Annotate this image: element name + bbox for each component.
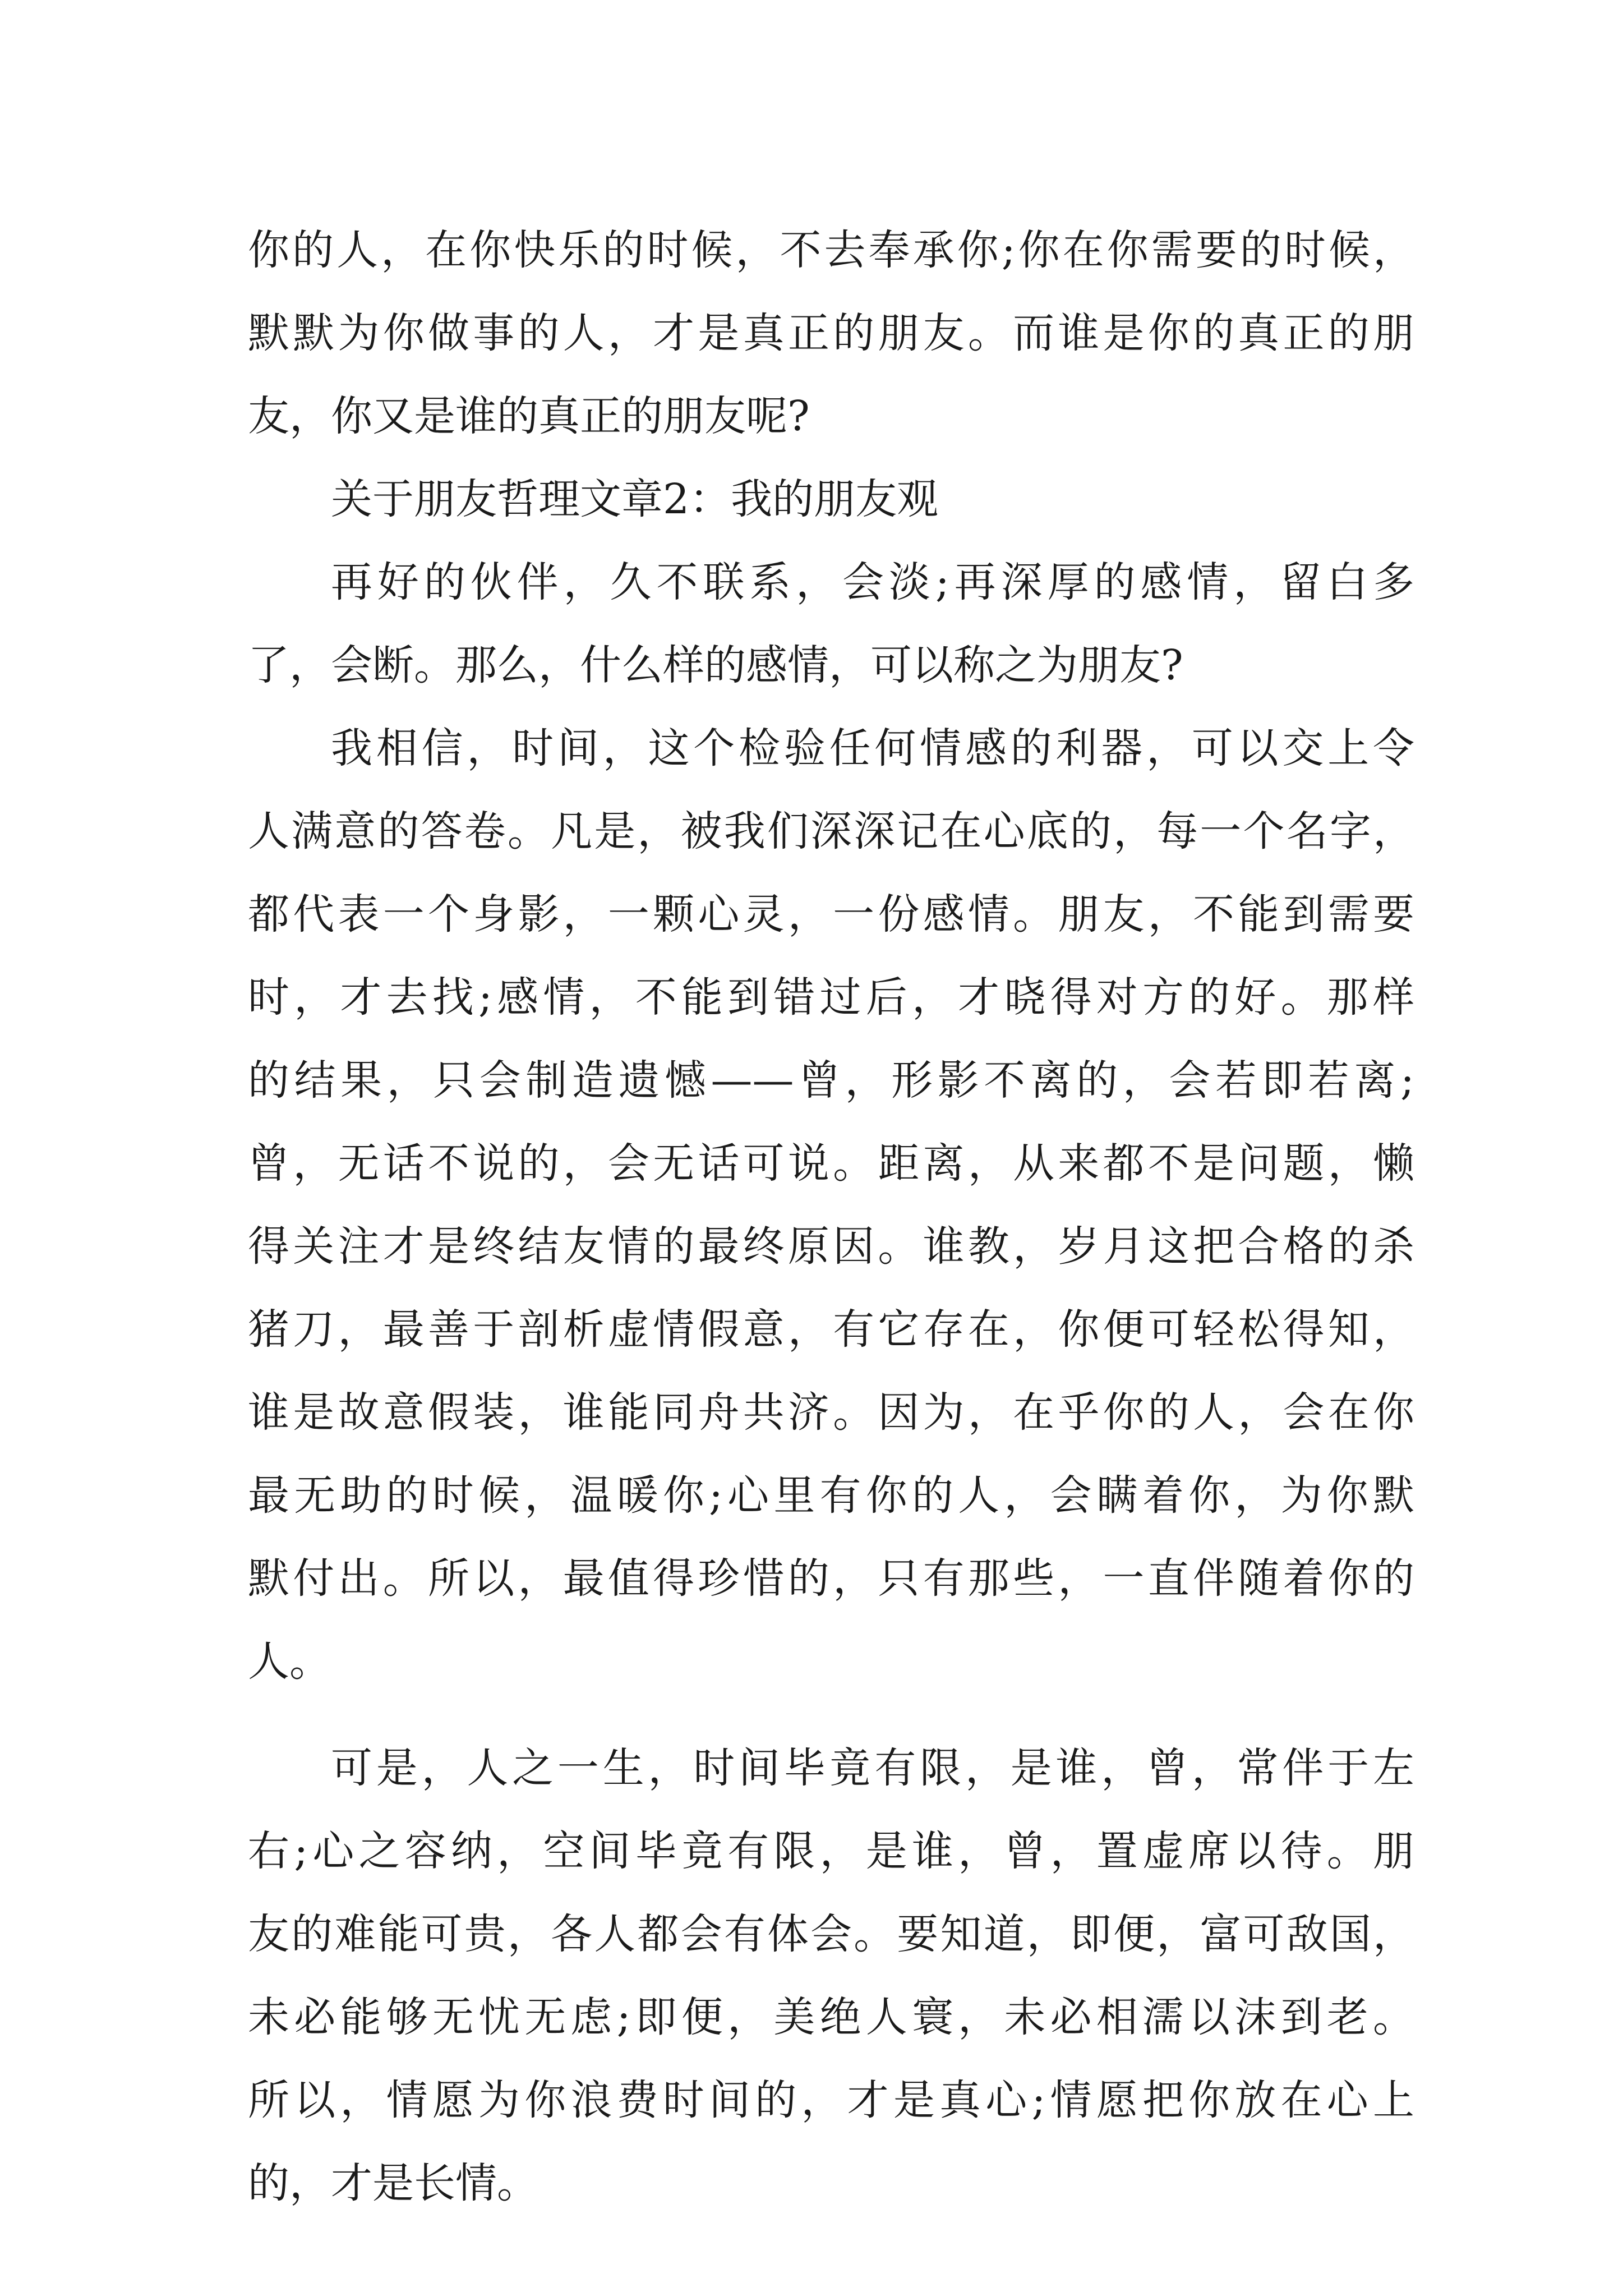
- body-line: 我相信，时间，这个检验任何情感的利器，可以交上令: [331, 724, 1414, 772]
- body-line: 的，才是长情。: [248, 2159, 538, 2207]
- body-line: 得关注才是终结友情的最终原因。谁教，岁月这把合格的杀: [248, 1222, 1414, 1271]
- body-line: 友，你又是谁的真正的朋友呢?: [248, 392, 810, 440]
- body-line: 默付出。所以，最值得珍惜的，只有那些，一直伴随着你的: [248, 1554, 1414, 1603]
- body-line: 人。: [248, 1637, 331, 1686]
- body-line: 曾，无话不说的，会无话可说。距离，从来都不是问题，懒: [248, 1139, 1414, 1188]
- body-line: 都代表一个身影，一颗心灵，一份感情。朋友，不能到需要: [248, 890, 1414, 938]
- body-line: 人满意的答卷。凡是，被我们深深记在心底的，每一个名字，: [248, 807, 1414, 855]
- body-line: 可是，人之一生，时间毕竟有限，是谁，曾，常伴于左: [331, 1744, 1414, 1792]
- article-body: [248, 209, 1414, 2225]
- body-line: 你的人，在你快乐的时候，不去奉承你;你在你需要的时候，: [248, 226, 1414, 274]
- body-line: 默默为你做事的人，才是真正的朋友。而谁是你的真正的朋: [248, 309, 1414, 357]
- body-line: 猪刀，最善于剖析虚情假意，有它存在，你便可轻松得知，: [248, 1305, 1414, 1354]
- body-line: 友的难能可贵，各人都会有体会。要知道，即便，富可敌国，: [248, 1910, 1414, 1958]
- body-line: 所以，情愿为你浪费时间的，才是真心;情愿把你放在心上: [248, 2076, 1414, 2124]
- body-line: 最无助的时候，温暖你;心里有你的人，会瞒着你，为你默: [248, 1471, 1414, 1520]
- body-line: 谁是故意假装，谁能同舟共济。因为，在乎你的人，会在你: [248, 1388, 1414, 1437]
- body-line: 未必能够无忧无虑;即便，美绝人寰，未必相濡以沫到老。: [248, 1993, 1414, 2041]
- body-line: 右;心之容纳，空间毕竟有限，是谁，曾，置虚席以待。朋: [248, 1827, 1414, 1875]
- body-line: 时，才去找;感情，不能到错过后，才晓得对方的好。那样: [248, 973, 1414, 1022]
- section-heading: 关于朋友哲理文章2：我的朋友观: [331, 475, 939, 523]
- body-line: 再好的伙伴，久不联系，会淡;再深厚的感情，留白多: [331, 558, 1414, 606]
- body-line: 了，会断。那么，什么样的感情，可以称之为朋友?: [248, 641, 1183, 689]
- body-line: 的结果，只会制造遗憾——曾，形影不离的，会若即若离;: [248, 1056, 1414, 1105]
- paragraph-gap: [248, 1703, 1414, 1727]
